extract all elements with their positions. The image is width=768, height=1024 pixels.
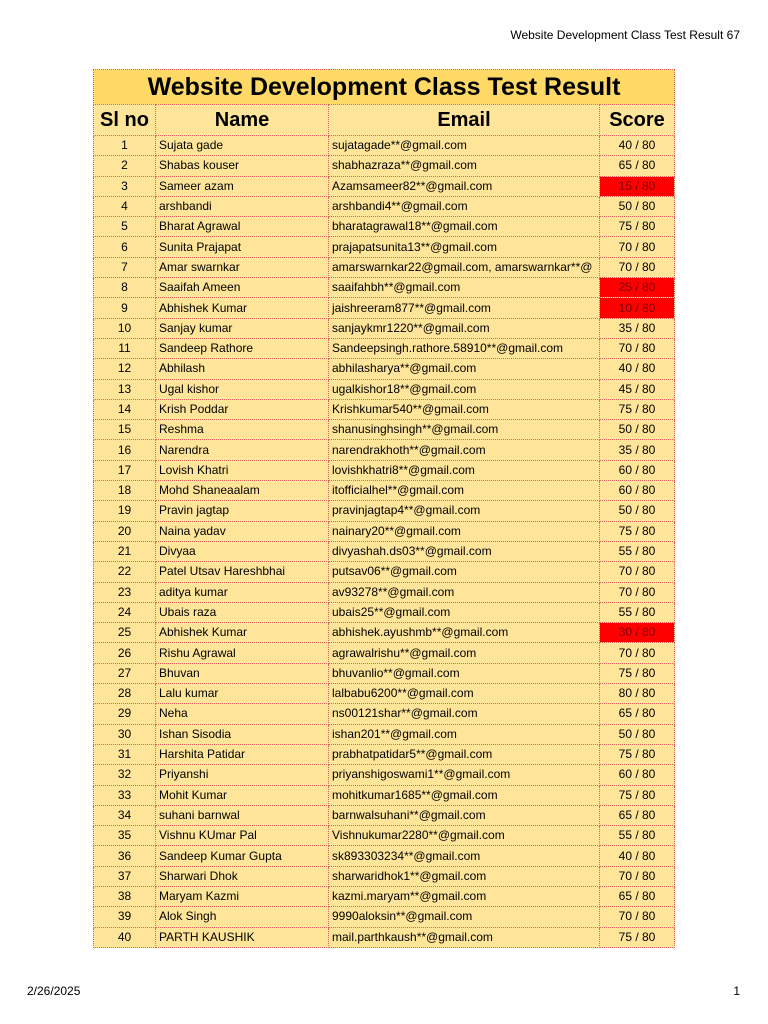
score-cell: 40 / 80 bbox=[600, 136, 675, 156]
table-row bbox=[94, 460, 675, 480]
name-cell: Abhishek Kumar bbox=[156, 623, 329, 643]
score-cell: 45 / 80 bbox=[600, 379, 675, 399]
table-title: Website Development Class Test Result bbox=[94, 70, 675, 105]
name-cell: Ugal kishor bbox=[156, 379, 329, 399]
score-cell: 60 / 80 bbox=[600, 481, 675, 501]
table-row bbox=[94, 379, 675, 399]
table-row bbox=[94, 176, 675, 196]
score-cell: 30 / 80 bbox=[600, 623, 675, 643]
email-cell: prabhatpatidar5**@gmail.com bbox=[329, 744, 600, 764]
table-row bbox=[94, 278, 675, 298]
table-row bbox=[94, 562, 675, 582]
sl-no-cell: 28 bbox=[94, 684, 156, 704]
name-cell: arshbandi bbox=[156, 196, 329, 216]
column-header-email: Email bbox=[329, 105, 600, 136]
sl-no-cell: 9 bbox=[94, 298, 156, 318]
email-cell: jaishreeram877**@gmail.com bbox=[329, 298, 600, 318]
score-cell: 75 / 80 bbox=[600, 399, 675, 419]
score-cell: 10 / 80 bbox=[600, 298, 675, 318]
sl-no-cell: 2 bbox=[94, 156, 156, 176]
email-cell: sujatagade**@gmail.com bbox=[329, 136, 600, 156]
email-cell: kazmi.maryam**@gmail.com bbox=[329, 886, 600, 906]
name-cell: Saaifah Ameen bbox=[156, 278, 329, 298]
email-cell: lovishkhatri8**@gmail.com bbox=[329, 460, 600, 480]
email-cell: mohitkumar1685**@gmail.com bbox=[329, 785, 600, 805]
table-row bbox=[94, 826, 675, 846]
name-cell: Sunita Prajapat bbox=[156, 237, 329, 257]
sl-no-cell: 14 bbox=[94, 399, 156, 419]
score-cell: 40 / 80 bbox=[600, 359, 675, 379]
score-cell: 70 / 80 bbox=[600, 562, 675, 582]
column-header-score: Score bbox=[600, 105, 675, 136]
sl-no-cell: 1 bbox=[94, 136, 156, 156]
email-cell: priyanshigoswami1**@gmail.com bbox=[329, 765, 600, 785]
sl-no-cell: 7 bbox=[94, 257, 156, 277]
name-cell: Abhilash bbox=[156, 359, 329, 379]
name-cell: Priyanshi bbox=[156, 765, 329, 785]
score-cell: 75 / 80 bbox=[600, 785, 675, 805]
score-cell: 70 / 80 bbox=[600, 866, 675, 886]
sl-no-cell: 6 bbox=[94, 237, 156, 257]
table-row bbox=[94, 643, 675, 663]
sl-no-cell: 34 bbox=[94, 805, 156, 825]
table-row bbox=[94, 399, 675, 419]
email-cell: itofficialhel**@gmail.com bbox=[329, 481, 600, 501]
email-cell: bharatagrawal18**@gmail.com bbox=[329, 217, 600, 237]
score-cell: 65 / 80 bbox=[600, 704, 675, 724]
table-row bbox=[94, 785, 675, 805]
table-row bbox=[94, 338, 675, 358]
results-table bbox=[93, 69, 675, 948]
sl-no-cell: 39 bbox=[94, 907, 156, 927]
email-cell: arshbandi4**@gmail.com bbox=[329, 196, 600, 216]
email-cell: divyashah.ds03**@gmail.com bbox=[329, 541, 600, 561]
sl-no-cell: 4 bbox=[94, 196, 156, 216]
sl-no-cell: 25 bbox=[94, 623, 156, 643]
email-cell: prajapatsunita13**@gmail.com bbox=[329, 237, 600, 257]
footer-date: 2/26/2025 bbox=[27, 984, 81, 998]
score-cell: 60 / 80 bbox=[600, 460, 675, 480]
score-cell: 80 / 80 bbox=[600, 684, 675, 704]
name-cell: Bhuvan bbox=[156, 663, 329, 683]
name-cell: Mohd Shaneaalam bbox=[156, 481, 329, 501]
header-row bbox=[94, 105, 675, 136]
email-cell: av93278**@gmail.com bbox=[329, 582, 600, 602]
sl-no-cell: 10 bbox=[94, 318, 156, 338]
name-cell: Lovish Khatri bbox=[156, 460, 329, 480]
sl-no-cell: 8 bbox=[94, 278, 156, 298]
sl-no-cell: 36 bbox=[94, 846, 156, 866]
table-row bbox=[94, 805, 675, 825]
email-cell: agrawalrishu**@gmail.com bbox=[329, 643, 600, 663]
score-cell: 55 / 80 bbox=[600, 541, 675, 561]
name-cell: Narendra bbox=[156, 440, 329, 460]
email-cell: sharwaridhok1**@gmail.com bbox=[329, 866, 600, 886]
table-row bbox=[94, 420, 675, 440]
sl-no-cell: 3 bbox=[94, 176, 156, 196]
table-row bbox=[94, 744, 675, 764]
email-cell: Sandeepsingh.rathore.58910**@gmail.com bbox=[329, 338, 600, 358]
email-cell: Krishkumar540**@gmail.com bbox=[329, 399, 600, 419]
name-cell: Alok Singh bbox=[156, 907, 329, 927]
table-row bbox=[94, 501, 675, 521]
score-cell: 35 / 80 bbox=[600, 440, 675, 460]
name-cell: Abhishek Kumar bbox=[156, 298, 329, 318]
score-cell: 55 / 80 bbox=[600, 602, 675, 622]
table-row bbox=[94, 318, 675, 338]
sl-no-cell: 30 bbox=[94, 724, 156, 744]
score-cell: 70 / 80 bbox=[600, 907, 675, 927]
column-header-name: Name bbox=[156, 105, 329, 136]
table-row bbox=[94, 907, 675, 927]
name-cell: Naina yadav bbox=[156, 521, 329, 541]
footer-page-number: 1 bbox=[733, 984, 740, 998]
name-cell: Neha bbox=[156, 704, 329, 724]
table-row bbox=[94, 866, 675, 886]
table-row bbox=[94, 481, 675, 501]
table-row bbox=[94, 582, 675, 602]
table-row bbox=[94, 217, 675, 237]
email-cell: Vishnukumar2280**@gmail.com bbox=[329, 826, 600, 846]
name-cell: Vishnu KUmar Pal bbox=[156, 826, 329, 846]
table-row bbox=[94, 440, 675, 460]
sl-no-cell: 17 bbox=[94, 460, 156, 480]
table-row bbox=[94, 298, 675, 318]
name-cell: Mohit Kumar bbox=[156, 785, 329, 805]
name-cell: Maryam Kazmi bbox=[156, 886, 329, 906]
email-cell: shabhazraza**@gmail.com bbox=[329, 156, 600, 176]
table-row bbox=[94, 521, 675, 541]
score-cell: 70 / 80 bbox=[600, 338, 675, 358]
email-cell: narendrakhoth**@gmail.com bbox=[329, 440, 600, 460]
email-cell: abhilasharya**@gmail.com bbox=[329, 359, 600, 379]
table-row bbox=[94, 156, 675, 176]
email-cell: barnwalsuhani**@gmail.com bbox=[329, 805, 600, 825]
score-cell: 70 / 80 bbox=[600, 582, 675, 602]
score-cell: 50 / 80 bbox=[600, 420, 675, 440]
email-cell: ns00121shar**@gmail.com bbox=[329, 704, 600, 724]
sl-no-cell: 33 bbox=[94, 785, 156, 805]
table-row bbox=[94, 541, 675, 561]
name-cell: Shabas kouser bbox=[156, 156, 329, 176]
score-cell: 75 / 80 bbox=[600, 744, 675, 764]
sl-no-cell: 32 bbox=[94, 765, 156, 785]
email-cell: abhishek.ayushmb**@gmail.com bbox=[329, 623, 600, 643]
email-cell: mail.parthkaush**@gmail.com bbox=[329, 927, 600, 947]
score-cell: 75 / 80 bbox=[600, 521, 675, 541]
name-cell: suhani barnwal bbox=[156, 805, 329, 825]
table-row bbox=[94, 765, 675, 785]
table-row bbox=[94, 704, 675, 724]
sl-no-cell: 20 bbox=[94, 521, 156, 541]
table-row bbox=[94, 623, 675, 643]
score-cell: 65 / 80 bbox=[600, 886, 675, 906]
name-cell: Ishan Sisodia bbox=[156, 724, 329, 744]
name-cell: Divyaa bbox=[156, 541, 329, 561]
email-cell: ishan201**@gmail.com bbox=[329, 724, 600, 744]
table-row bbox=[94, 846, 675, 866]
score-cell: 15 / 80 bbox=[600, 176, 675, 196]
name-cell: aditya kumar bbox=[156, 582, 329, 602]
sl-no-cell: 38 bbox=[94, 886, 156, 906]
name-cell: Sanjay kumar bbox=[156, 318, 329, 338]
name-cell: PARTH KAUSHIK bbox=[156, 927, 329, 947]
sl-no-cell: 13 bbox=[94, 379, 156, 399]
sl-no-cell: 5 bbox=[94, 217, 156, 237]
name-cell: Bharat Agrawal bbox=[156, 217, 329, 237]
email-cell: Azamsameer82**@gmail.com bbox=[329, 176, 600, 196]
table-row bbox=[94, 684, 675, 704]
email-cell: amarswarnkar22@gmail.com, amarswarnkar**@ bbox=[329, 257, 600, 277]
sl-no-cell: 31 bbox=[94, 744, 156, 764]
name-cell: Ubais raza bbox=[156, 602, 329, 622]
table-row bbox=[94, 136, 675, 156]
name-cell: Pravin jagtap bbox=[156, 501, 329, 521]
column-header-sl-no: Sl no bbox=[94, 105, 156, 136]
email-cell: shanusinghsingh**@gmail.com bbox=[329, 420, 600, 440]
sl-no-cell: 11 bbox=[94, 338, 156, 358]
name-cell: Sharwari Dhok bbox=[156, 866, 329, 886]
name-cell: Rishu Agrawal bbox=[156, 643, 329, 663]
score-cell: 25 / 80 bbox=[600, 278, 675, 298]
email-cell: saaifahbh**@gmail.com bbox=[329, 278, 600, 298]
page-header: Website Development Class Test Result 67 bbox=[510, 28, 740, 42]
sl-no-cell: 12 bbox=[94, 359, 156, 379]
sl-no-cell: 23 bbox=[94, 582, 156, 602]
score-cell: 55 / 80 bbox=[600, 826, 675, 846]
score-cell: 70 / 80 bbox=[600, 257, 675, 277]
sl-no-cell: 19 bbox=[94, 501, 156, 521]
email-cell: putsav06**@gmail.com bbox=[329, 562, 600, 582]
table-row bbox=[94, 237, 675, 257]
sl-no-cell: 16 bbox=[94, 440, 156, 460]
sl-no-cell: 26 bbox=[94, 643, 156, 663]
score-cell: 40 / 80 bbox=[600, 846, 675, 866]
email-cell: lalbabu6200**@gmail.com bbox=[329, 684, 600, 704]
score-cell: 65 / 80 bbox=[600, 156, 675, 176]
name-cell: Lalu kumar bbox=[156, 684, 329, 704]
score-cell: 50 / 80 bbox=[600, 501, 675, 521]
table-row bbox=[94, 359, 675, 379]
sl-no-cell: 37 bbox=[94, 866, 156, 886]
email-cell: sk893303234**@gmail.com bbox=[329, 846, 600, 866]
score-cell: 70 / 80 bbox=[600, 643, 675, 663]
table-body bbox=[94, 136, 675, 948]
sl-no-cell: 27 bbox=[94, 663, 156, 683]
name-cell: Amar swarnkar bbox=[156, 257, 329, 277]
sl-no-cell: 18 bbox=[94, 481, 156, 501]
score-cell: 75 / 80 bbox=[600, 663, 675, 683]
name-cell: Patel Utsav Hareshbhai bbox=[156, 562, 329, 582]
score-cell: 75 / 80 bbox=[600, 927, 675, 947]
name-cell: Reshma bbox=[156, 420, 329, 440]
email-cell: sanjaykmr1220**@gmail.com bbox=[329, 318, 600, 338]
table-row bbox=[94, 602, 675, 622]
name-cell: Harshita Patidar bbox=[156, 744, 329, 764]
name-cell: Sujata gade bbox=[156, 136, 329, 156]
sl-no-cell: 24 bbox=[94, 602, 156, 622]
email-cell: ugalkishor18**@gmail.com bbox=[329, 379, 600, 399]
score-cell: 50 / 80 bbox=[600, 196, 675, 216]
table-row bbox=[94, 724, 675, 744]
score-cell: 50 / 80 bbox=[600, 724, 675, 744]
score-cell: 35 / 80 bbox=[600, 318, 675, 338]
name-cell: Sandeep Rathore bbox=[156, 338, 329, 358]
table-row bbox=[94, 196, 675, 216]
sl-no-cell: 40 bbox=[94, 927, 156, 947]
sl-no-cell: 29 bbox=[94, 704, 156, 724]
table-row bbox=[94, 257, 675, 277]
score-cell: 70 / 80 bbox=[600, 237, 675, 257]
email-cell: bhuvanlio**@gmail.com bbox=[329, 663, 600, 683]
score-cell: 60 / 80 bbox=[600, 765, 675, 785]
email-cell: nainary20**@gmail.com bbox=[329, 521, 600, 541]
email-cell: 9990aloksin**@gmail.com bbox=[329, 907, 600, 927]
table-row bbox=[94, 886, 675, 906]
sl-no-cell: 15 bbox=[94, 420, 156, 440]
table-row bbox=[94, 663, 675, 683]
name-cell: Sandeep Kumar Gupta bbox=[156, 846, 329, 866]
score-cell: 75 / 80 bbox=[600, 217, 675, 237]
score-cell: 65 / 80 bbox=[600, 805, 675, 825]
sl-no-cell: 22 bbox=[94, 562, 156, 582]
name-cell: Sameer azam bbox=[156, 176, 329, 196]
name-cell: Krish Poddar bbox=[156, 399, 329, 419]
email-cell: pravinjagtap4**@gmail.com bbox=[329, 501, 600, 521]
sl-no-cell: 35 bbox=[94, 826, 156, 846]
email-cell: ubais25**@gmail.com bbox=[329, 602, 600, 622]
sl-no-cell: 21 bbox=[94, 541, 156, 561]
table-row bbox=[94, 927, 675, 947]
